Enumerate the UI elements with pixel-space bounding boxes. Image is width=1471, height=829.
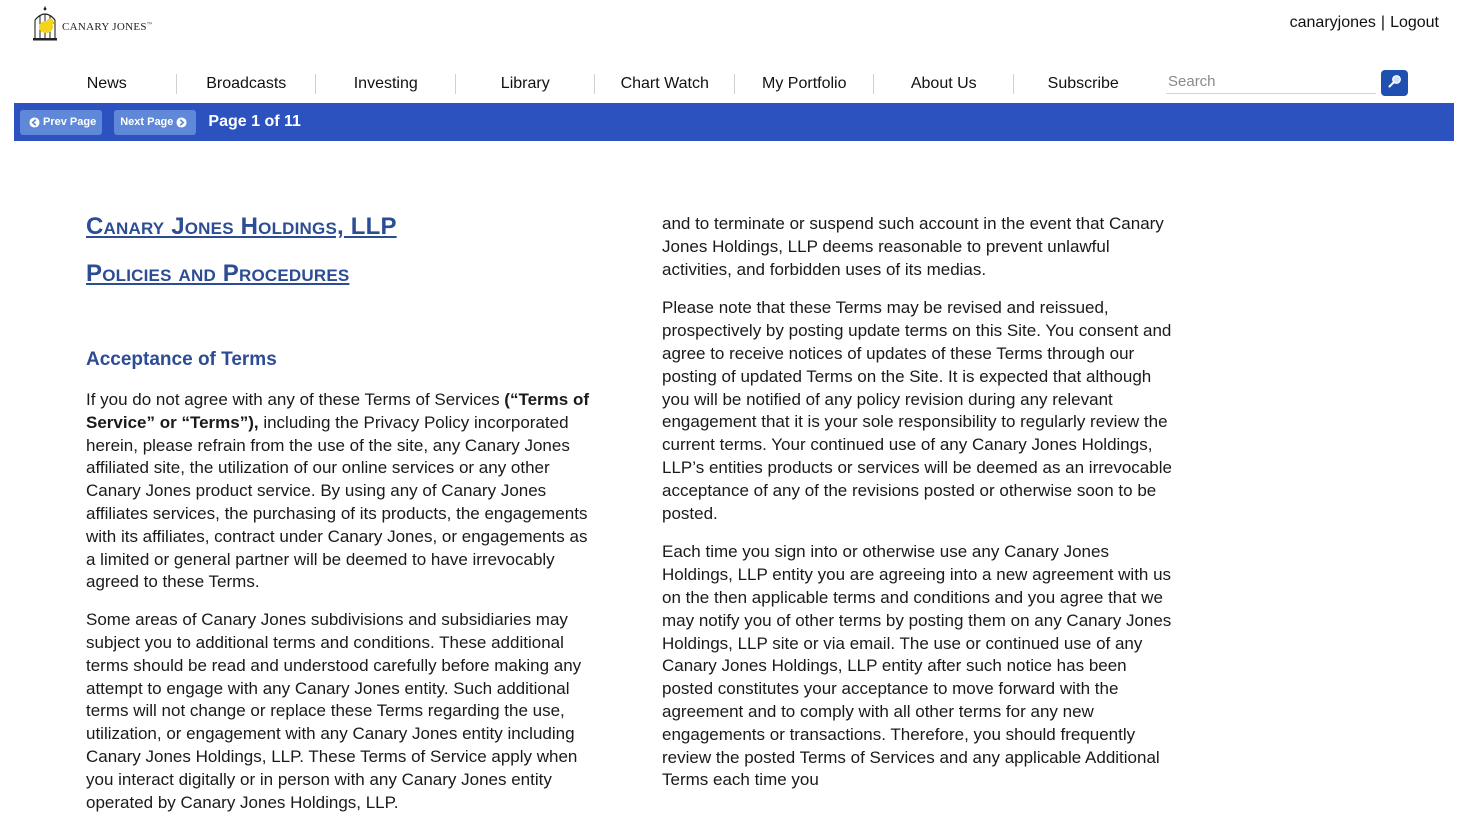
arrow-left-circle-icon	[29, 117, 40, 128]
search-button[interactable]	[1381, 70, 1408, 96]
page-navigation-bar	[14, 103, 1454, 141]
search-input[interactable]	[1166, 70, 1376, 92]
search-field-wrap	[1166, 70, 1376, 94]
user-area	[1290, 14, 1439, 32]
search-icon	[1388, 74, 1402, 93]
paragraph: Each time you sign into or otherwise use any Canary Jones Holdings, LLP entity you are agreeing into a new agreement with us on the then applicable terms and conditions and you agree that we may notify you of other terms by posting them on any Canary Jones Holdings, LLP site or via email. The use or continued use of any Canary Jones Holdings, LLP entity after such notice has been posted constitutes your acceptance to move forward with the agreement and to comply with all other terms for any new engagements or transactions. Therefore, you should frequently review the posted Terms of Services and any applicable Additional Terms each time you	[662, 542, 1172, 790]
user-separator: |	[1380, 14, 1386, 31]
nav-chart-watch[interactable]: Chart Watch	[595, 72, 735, 96]
nav-news[interactable]: News	[37, 72, 177, 96]
main-nav	[37, 71, 1153, 97]
logo-text: CANARY JONES™	[62, 21, 152, 33]
paragraph: Some areas of Canary Jones subdivisions and subsidiaries may subject you to additional terms and conditions. These additional terms should be read and understood carefully before making any attempt to engage with any Canary Jones entity. Such additional terms will not change or replace these Terms regarding the use, utilization, or engagement with any Canary Jones entity including Canary Jones Holdings, LLP. These Terms of Service apply when you interact digitally or in person with any Canary Jones entity operated by Canary Jones Holdings, LLP.	[86, 610, 582, 812]
nav-about-us[interactable]: About Us	[874, 72, 1014, 96]
site-logo[interactable]	[30, 6, 152, 42]
nav-my-portfolio[interactable]: My Portfolio	[735, 72, 875, 96]
nav-subscribe[interactable]: Subscribe	[1047, 75, 1119, 92]
next-page-button[interactable]	[114, 110, 196, 135]
nav-library[interactable]: Library	[456, 72, 596, 96]
logout-link[interactable]: Logout	[1390, 14, 1439, 31]
username-link[interactable]: canaryjones	[1289, 14, 1376, 31]
paragraph: and to terminate or suspend such account in the event that Canary Jones Holdings, LLP deems reasonable to prevent unlawful activities, and forbidden uses of its medias.	[662, 214, 1164, 279]
prev-page-label: Prev Page	[43, 116, 97, 128]
document-title: Canary Jones Holdings, LLP	[86, 213, 397, 240]
nav-investing[interactable]: Investing	[316, 72, 456, 96]
arrow-right-circle-icon	[176, 117, 187, 128]
paragraph: Please note that these Terms may be revised and reissued, prospectively by posting update terms on this Site. You consent and agree to receive notices of updates of these Terms through our posting of updated Terms on the Site. It is expected that although you will be notified of any policy revision during any relevant engagement that it is your sole responsibility to regularly review the current terms. Your continued use of any Canary Jones Holdings, LLP’s entities products or services will be deemed as an irrevocable acceptance of any of the revisions posted or otherwise soon to be posted.	[662, 298, 1172, 523]
paragraph: If you do not agree with any of these Terms of Services (“Terms of Service” or “Terms”), including the Privacy Policy incorporated herein, please refrain from the use of the site, any Canary Jones affiliated site, the utilization of our online services or any other Canary Jones product service. By using any of Canary Jones affiliates services, the purchasing of its products, the engagements with its affiliates, contract under Canary Jones, or engagements as a limited or general partner will be deemed to have irrevocably agreed to these Terms.	[86, 390, 589, 592]
canary-cage-icon	[30, 6, 60, 42]
section-heading: Acceptance of Terms	[86, 349, 277, 370]
nav-broadcasts[interactable]: Broadcasts	[177, 72, 317, 96]
document-column-left	[86, 210, 591, 829]
prev-page-button[interactable]	[20, 110, 102, 135]
document-subtitle: Policies and Procedures	[86, 260, 350, 287]
document-column-right	[662, 213, 1172, 808]
page-indicator: Page 1 of 11	[208, 113, 301, 130]
next-page-label: Next Page	[120, 116, 174, 128]
